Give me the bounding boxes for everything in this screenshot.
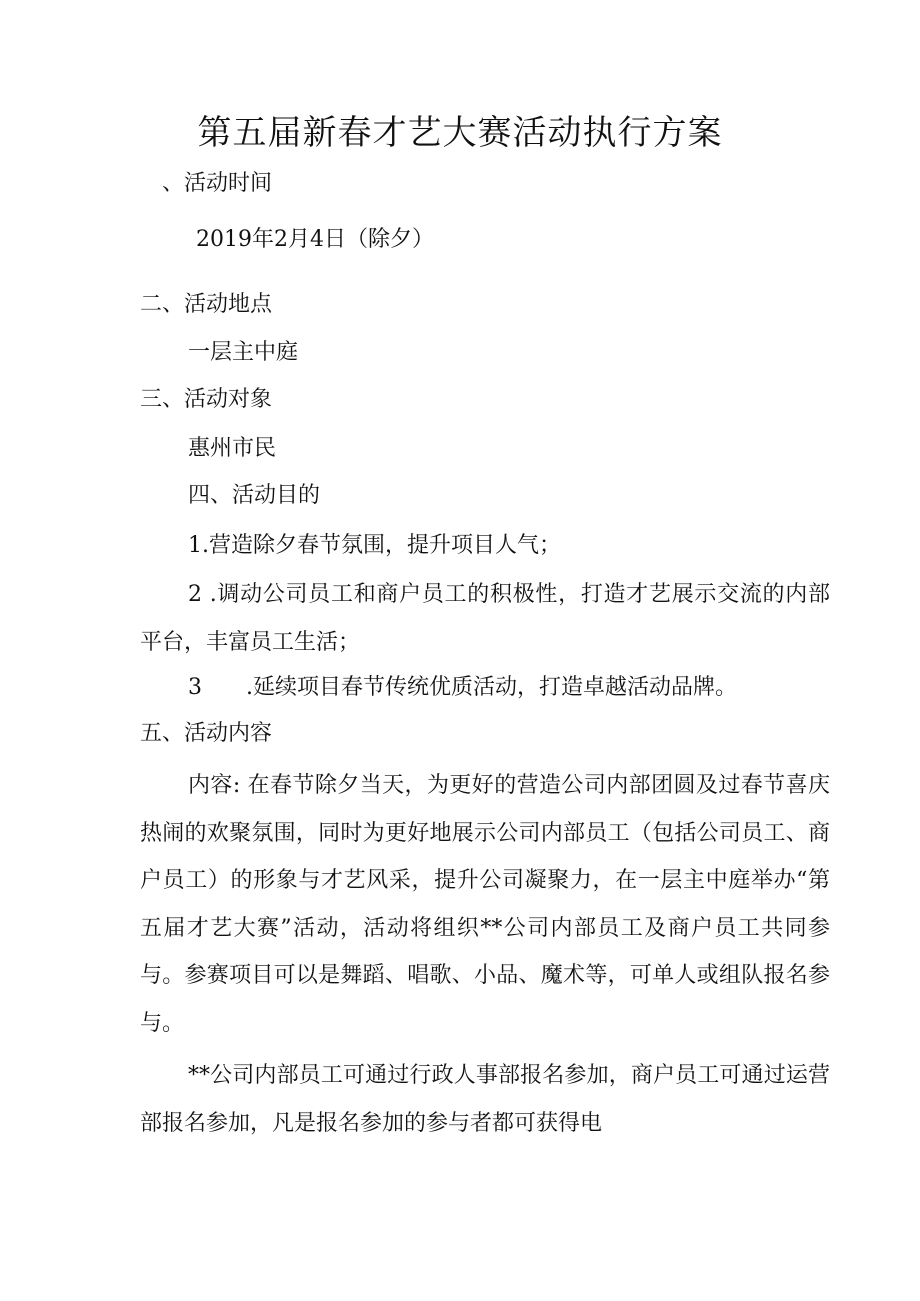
event-location: 一层主中庭	[188, 340, 299, 365]
document-title: 第五届新春才艺大赛活动执行方案	[197, 113, 723, 153]
section-heading-location: 二、活动地点	[140, 292, 273, 317]
content-paragraph-2: **公司内部员工可通过行政人事部报名参加，商户员工可通过运营部报名参加，凡是报名参加的参与者都可获得电	[140, 1063, 830, 1136]
event-audience: 惠州市民	[188, 436, 277, 461]
purpose-item-2: 2 .调动公司员工和商户员工的积极性，打造才艺展示交流的内部平台，丰富员工生活；	[140, 582, 830, 655]
purpose-item-1: 1.营造除夕春节氛围，提升项目人气；	[188, 533, 561, 558]
section-heading-audience: 三、活动对象	[140, 387, 273, 412]
section-heading-purpose: 四、活动目的	[188, 483, 321, 508]
purpose-item-3: 3 .延续项目春节传统优质活动，打造卓越活动品牌。	[188, 675, 737, 700]
section-heading-time: 、活动时间	[162, 171, 273, 196]
section-heading-content: 五、活动内容	[140, 721, 273, 746]
event-date: 2019年2月4日（除夕）	[196, 227, 434, 252]
content-paragraph-1: 内容: 在春节除夕当天，为更好的营造公司内部团圆及过春节喜庆热闹的欢聚氛围，同时为更好地展示公司内部员工（包括公司员工、商户员工）的形象与才艺风采，提升公司凝聚力，在一层主中庭举办“第五届才艺大赛”活动，活动将组织**公司内部员工及商户员工共同参与。参赛项目可以是舞蹈、唱歌、小品、魔术等，可单人或组队报名参与。	[140, 773, 830, 1036]
